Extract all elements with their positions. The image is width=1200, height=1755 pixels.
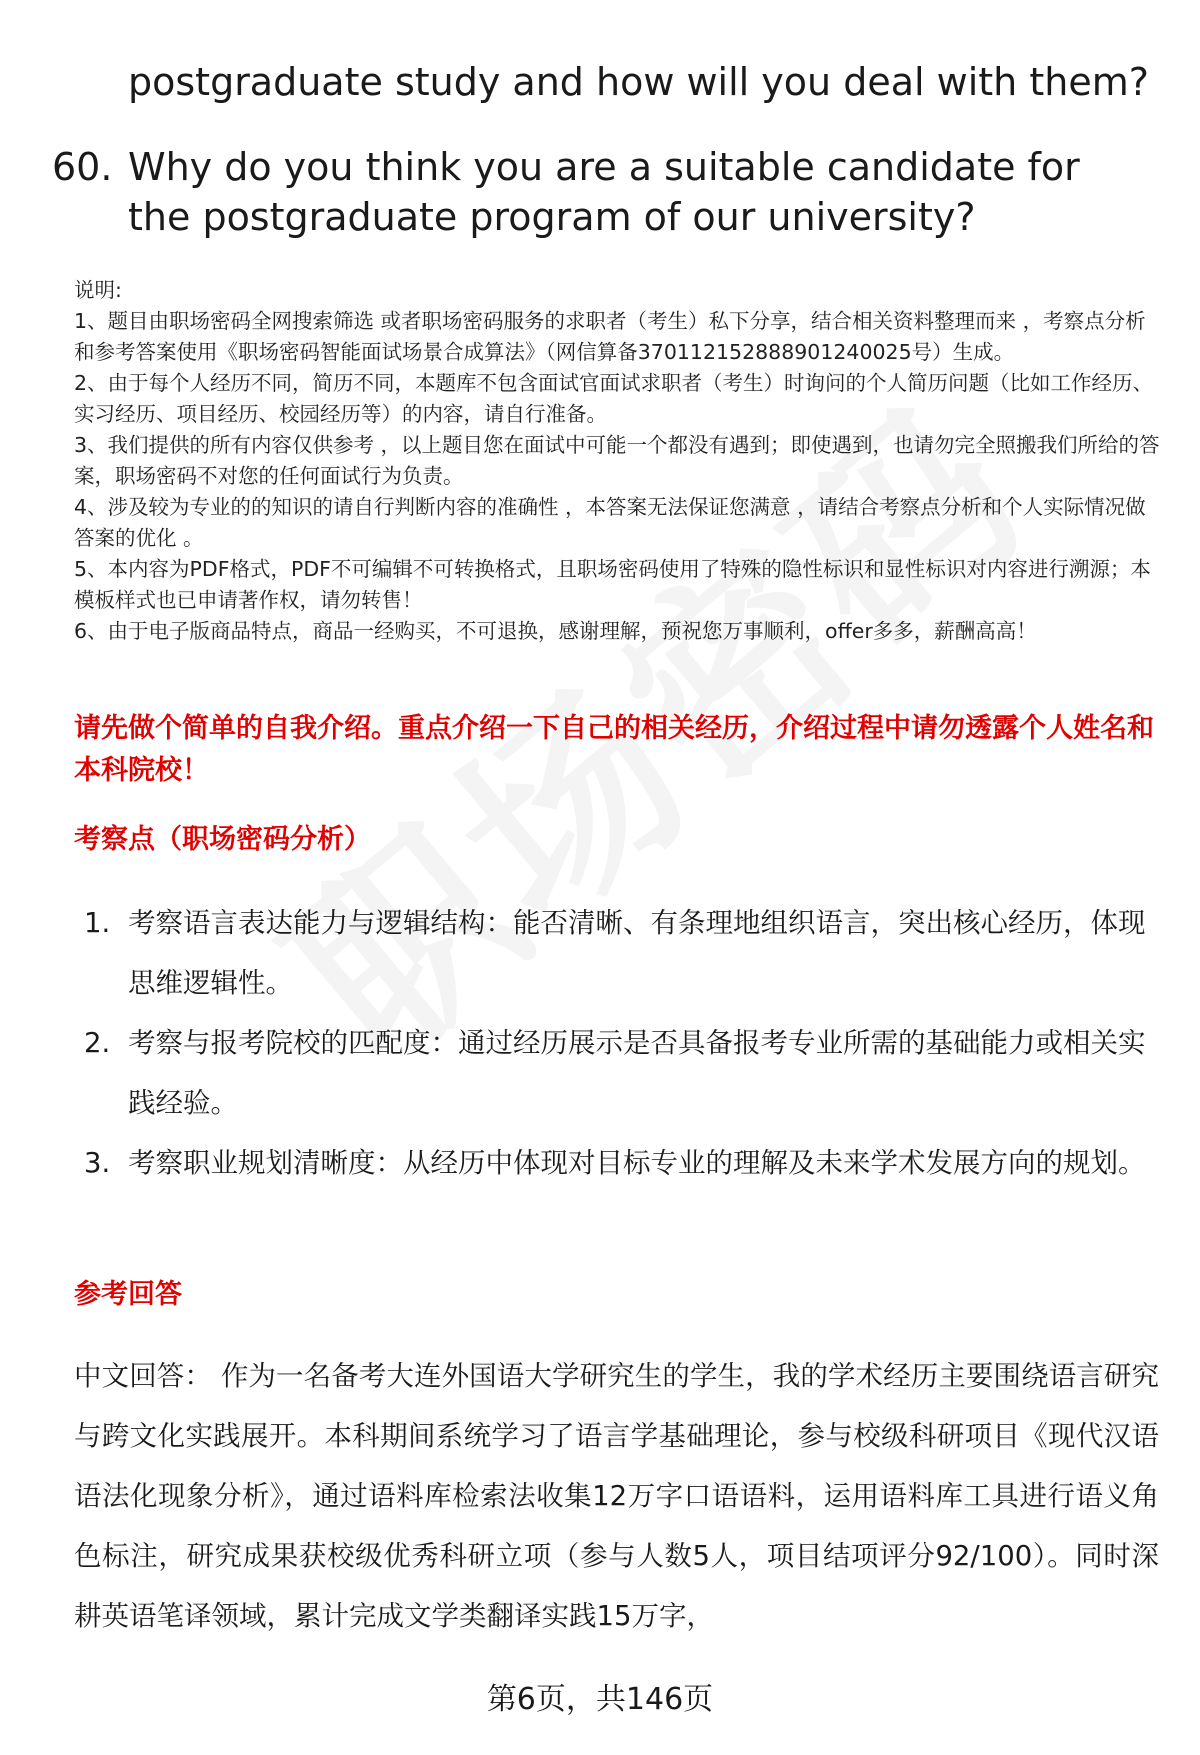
interview-prompt: 请先做个简单的自我介绍。重点介绍一下自己的相关经历，介绍过程中请勿透露个人姓名和本科院校！ [74, 713, 1154, 786]
note-line: 6、由于电子版商品特点，商品一经购买，不可退换，感谢理解，预祝您万事顺利，offer多多，薪酬高高！ [74, 619, 1037, 643]
analysis-point [84, 1013, 1164, 1133]
note-line: 4、涉及较为专业的的知识的请自行判断内容的准确性 ，本答案无法保证您满意 ，请结合考察点分析和个人实际情况做答案的优化 。 [74, 495, 1146, 550]
page-number: 第6页，共146页 [486, 1682, 714, 1717]
analysis-heading: 考察点（职场密码分析） [74, 824, 371, 855]
point-text: 考察职业规划清晰度：从经历中体现对目标专业的理解及未来学术发展方向的规划。 [128, 1147, 1146, 1179]
point-number: 1. [84, 907, 111, 939]
reference-answer: 中文回答： 作为一名备考大连外国语大学研究生的学生，我的学术经历主要围绕语言研究与跨文化实践展开。本科期间系统学习了语言学基础理论，参与校级科研项目《现代汉语语法化现象分析》，通过语料库检索法收集12万字口语语料，运用语料库工具进行语义角色标注，研究成果获校级优秀科研立项（参与人数5人，项目结项评分92/100）。同时深耕英语笔译领域，累计完成文学类翻译实践15万字， [74, 1360, 1159, 1632]
analysis-points [84, 893, 1164, 1193]
note-line: 2、由于每个人经历不同，简历不同，本题库不包含面试官面试求职者（考生）时询问的个人简历问题（比如工作经历、实习经历、项目经历、校园经历等）的内容，请自行准备。 [74, 371, 1154, 426]
analysis-point [84, 893, 1164, 1013]
note-line: 3、我们提供的所有内容仅供参考 ，以上题目您在面试中可能一个都没有遇到；即使遇到，也请勿完全照搬我们所给的答案，职场密码不对您的任何面试行为负责。 [74, 433, 1160, 488]
note-line: 5、本内容为PDF格式，PDF不可编辑不可转换格式，且职场密码使用了特殊的隐性标识和显性标识对内容进行溯源；本模板样式也已申请著作权，请勿转售！ [74, 557, 1151, 612]
notes-section [74, 275, 1164, 647]
question-number: 60. [52, 145, 113, 189]
reference-heading: 参考回答 [74, 1279, 182, 1310]
point-text: 考察语言表达能力与逻辑结构：能否清晰、有条理地组织语言，突出核心经历，体现思维逻辑性。 [128, 907, 1146, 999]
question-continuation: postgraduate study and how will you deal with them? [128, 60, 1149, 104]
point-number: 3. [84, 1147, 111, 1179]
point-number: 2. [84, 1027, 111, 1059]
question-text: Why do you think you are a suitable candidate for the postgraduate program of our university? [128, 145, 1080, 239]
note-line: 1、题目由职场密码全网搜索筛选 或者职场密码服务的求职者（考生）私下分享，结合相关资料整理而来 ，考察点分析和参考答案使用《职场密码智能面试场景合成算法》（网信算备370112152888901240025号）生成。 [74, 309, 1146, 364]
point-text: 考察与报考院校的匹配度：通过经历展示是否具备报考专业所需的基础能力或相关实践经验。 [128, 1027, 1146, 1119]
notes-title: 说明: [74, 278, 122, 302]
analysis-point [84, 1133, 1164, 1193]
